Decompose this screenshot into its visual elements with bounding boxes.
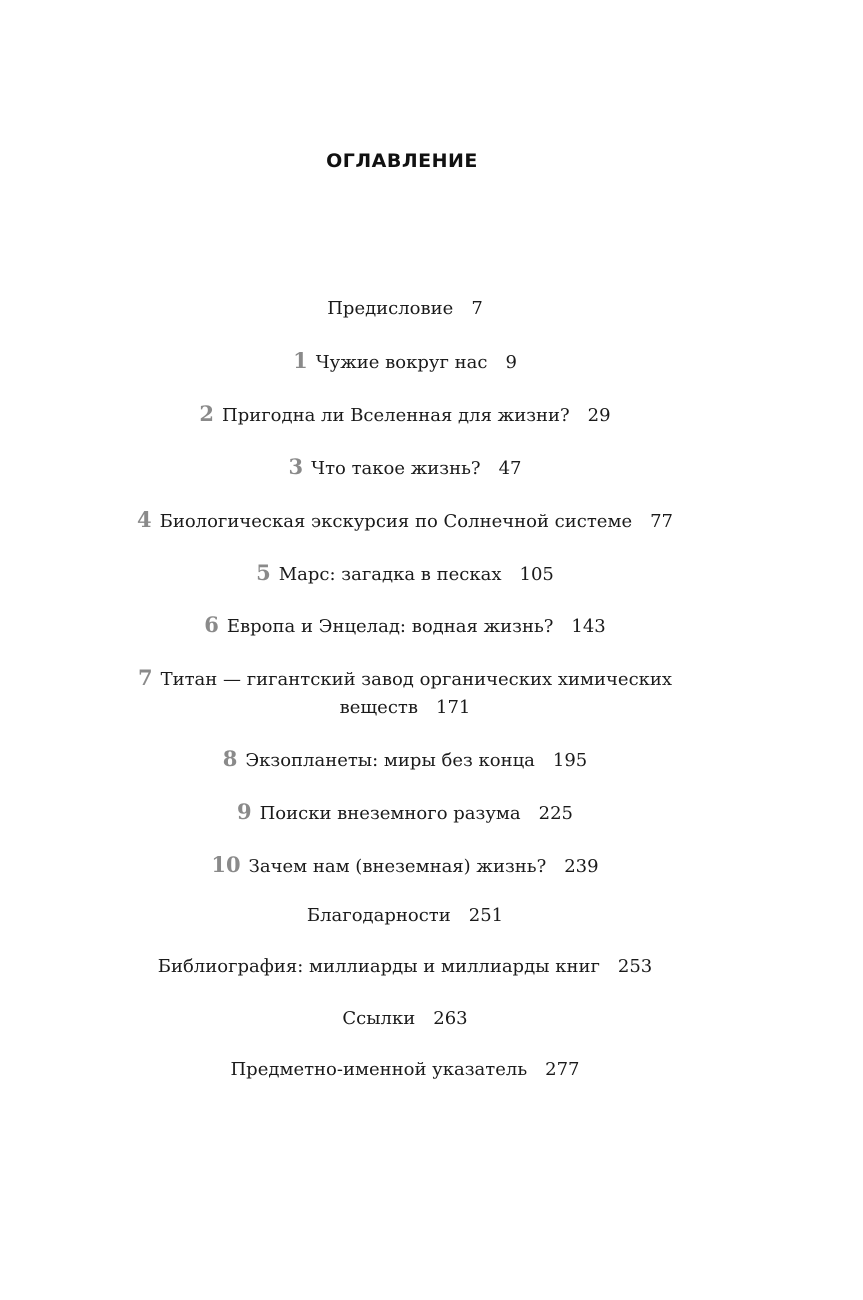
toc-entry-page: 105 <box>519 564 554 585</box>
toc-entry-title: Экзопланеты: миры без конца <box>245 750 535 771</box>
toc-entry-page: 195 <box>552 750 588 771</box>
toc-entry-chapter-5 <box>120 559 690 589</box>
toc-entry-chapter-3 <box>120 453 690 483</box>
toc-entry-title: Пригодна ли Вселенная для жизни? <box>222 405 570 426</box>
toc-entry-title: Чужие вокруг нас <box>315 352 488 373</box>
chapter-number: 3 <box>288 454 304 479</box>
toc-entry-acknowledgements <box>120 902 690 930</box>
toc-entry-chapter-9 <box>120 798 690 828</box>
toc-entry-page: 277 <box>545 1059 580 1080</box>
chapter-number: 8 <box>222 746 238 771</box>
toc-entry-title: Марс: загадка в песках <box>278 564 502 585</box>
toc-entry-title: Титан — гигантский завод органических химических веществ <box>160 669 673 718</box>
toc-entry-preface <box>120 295 690 323</box>
chapter-number: 5 <box>256 560 271 585</box>
toc-entry-page: 253 <box>617 956 653 977</box>
toc-entry-chapter-10 <box>120 851 690 881</box>
toc-entry-page: 47 <box>498 458 522 479</box>
toc-entry-page: 171 <box>436 697 471 718</box>
toc-entry-chapter-1 <box>120 347 690 377</box>
toc-entry-title: Предметно-именной указатель <box>230 1059 528 1080</box>
toc-entry-chapter-8 <box>120 745 690 775</box>
toc-entry-title: Что такое жизнь? <box>311 458 481 479</box>
toc-entry-title: Биологическая экскурсия по Солнечной системе <box>159 511 633 532</box>
chapter-number: 1 <box>293 348 308 373</box>
toc-entry-title: Поиски внеземного разума <box>259 803 521 824</box>
toc-entry-page: 263 <box>433 1008 468 1029</box>
toc-entry-page: 225 <box>538 803 574 824</box>
toc-entry-chapter-2 <box>120 400 690 430</box>
toc-entry-page: 251 <box>468 905 504 926</box>
toc-entry-title: Библиография: миллиарды и миллиарды книг <box>157 956 600 977</box>
toc-entry-page: 239 <box>564 856 599 877</box>
toc-entry-page: 29 <box>587 405 611 426</box>
toc-entry-bibliography <box>120 953 690 981</box>
toc-entry-chapter-6 <box>120 611 690 641</box>
toc-entry-title: Ссылки <box>342 1008 416 1029</box>
toc-entry-title: Зачем нам (внеземная) жизнь? <box>248 856 547 877</box>
chapter-number: 10 <box>211 852 241 877</box>
chapter-number: 2 <box>199 401 215 426</box>
toc-entry-page: 143 <box>571 616 606 637</box>
toc-entry-chapter-7 <box>120 664 690 722</box>
toc-entry-index <box>120 1056 690 1084</box>
toc-entry-page: 7 <box>471 298 483 319</box>
chapter-number: 4 <box>136 507 152 532</box>
toc-entry-title: Предисловие <box>327 298 454 319</box>
toc-entry-references <box>120 1005 690 1033</box>
toc-entry-chapter-4 <box>120 506 690 536</box>
toc-entry-title: Европа и Энцелад: водная жизнь? <box>226 616 554 637</box>
chapter-number: 7 <box>137 665 153 690</box>
toc-entry-page: 77 <box>650 511 674 532</box>
chapter-number: 6 <box>204 612 219 637</box>
toc-entry-page: 9 <box>505 352 517 373</box>
page-title: ОГЛАВЛЕНИЕ <box>326 150 478 172</box>
toc-entry-title: Благодарности <box>306 905 451 926</box>
chapter-number: 9 <box>236 799 252 824</box>
